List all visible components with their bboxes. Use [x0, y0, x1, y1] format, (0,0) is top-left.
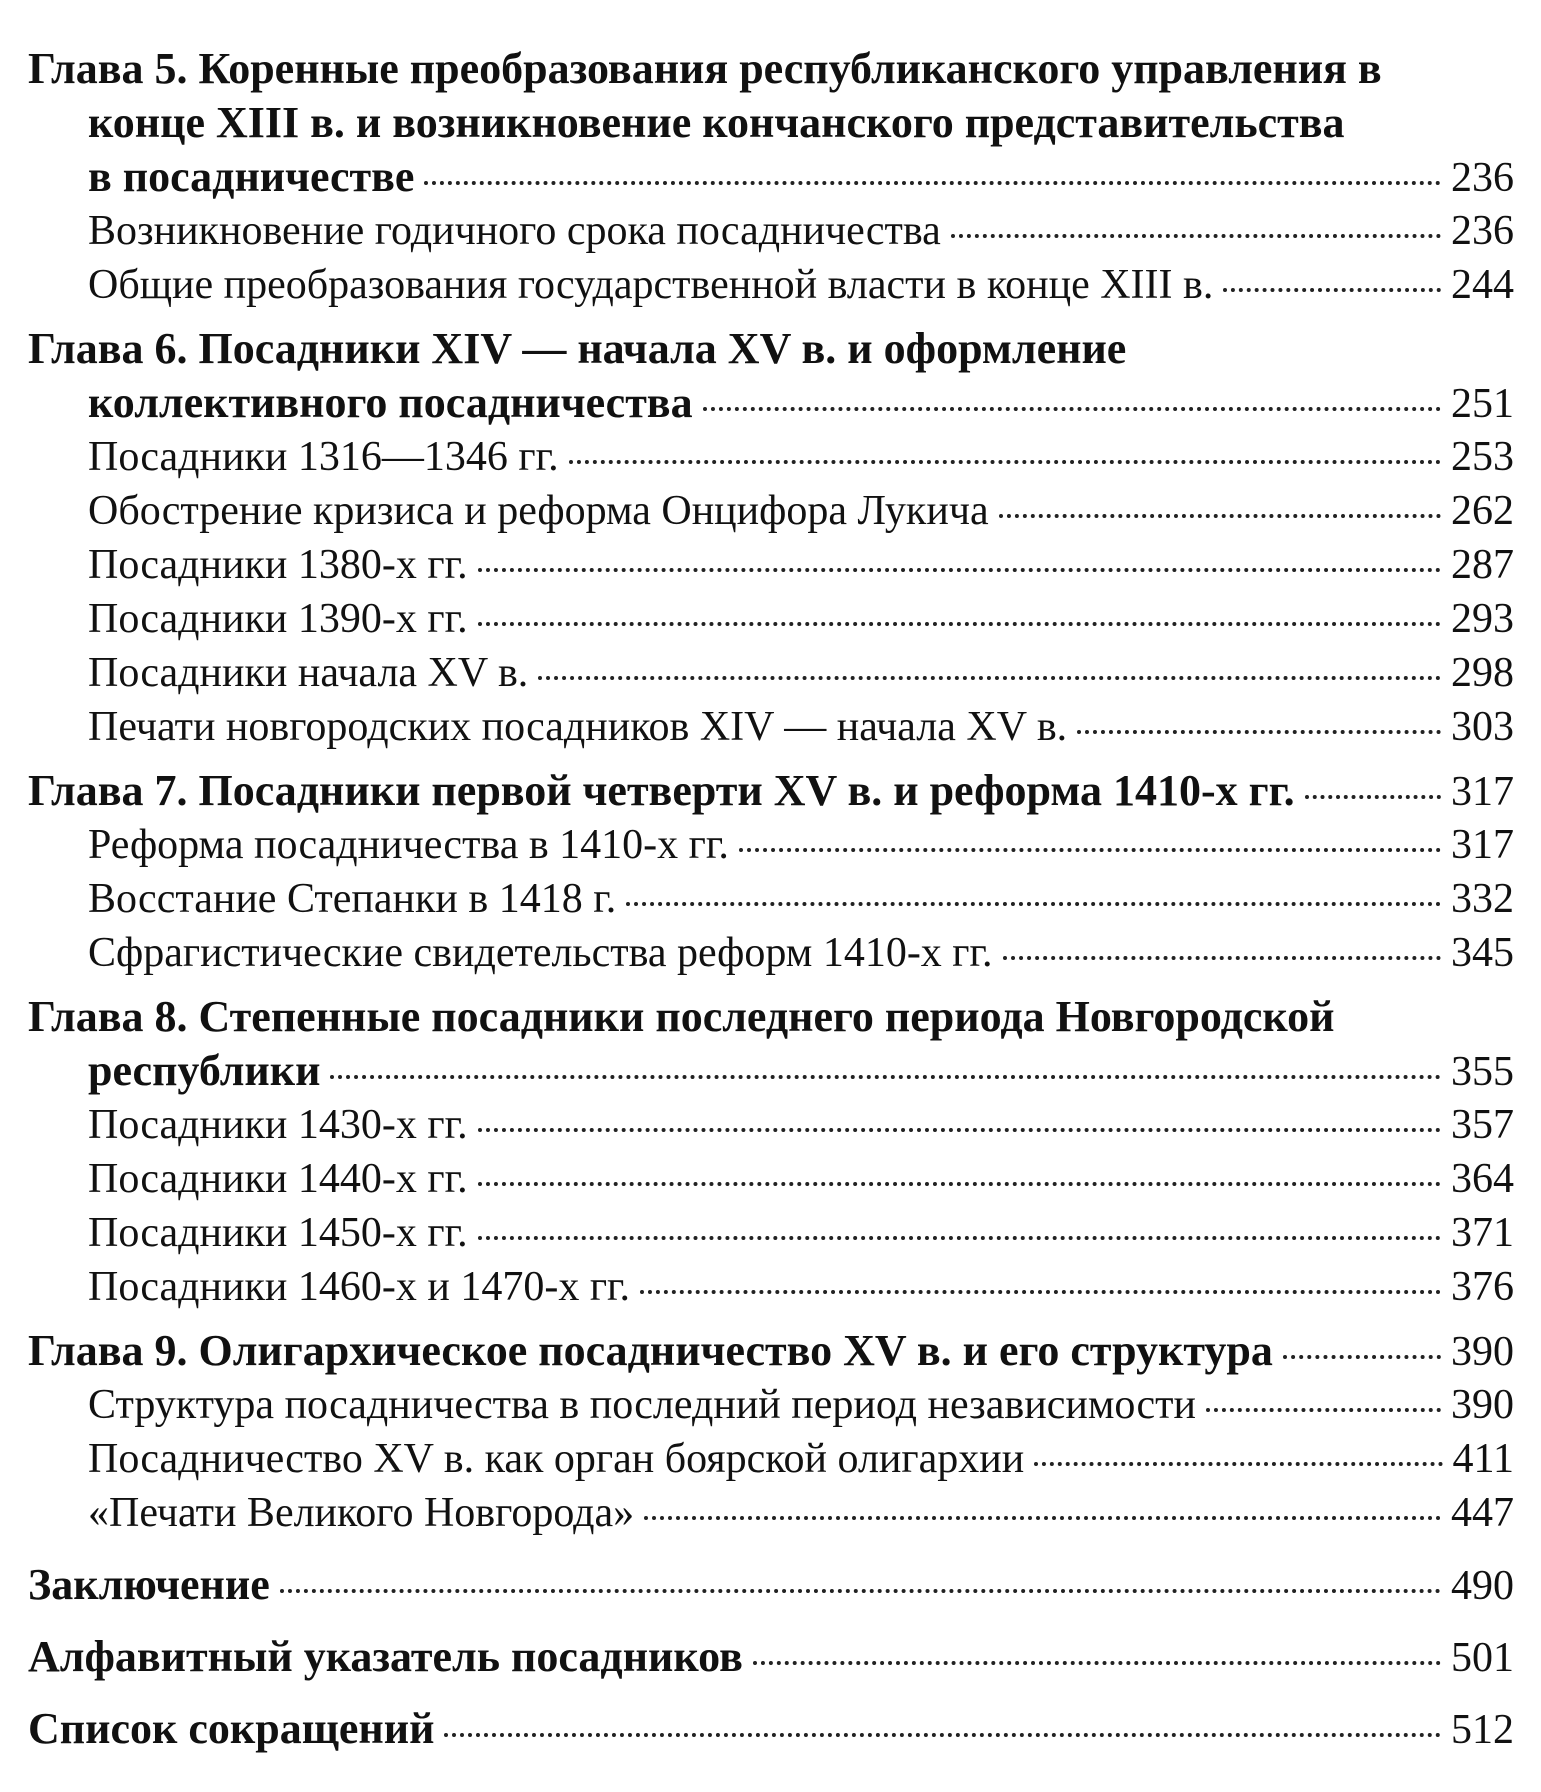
toc-section: [28, 1098, 1514, 1152]
page-number: 298: [1451, 650, 1514, 696]
page-number: 262: [1451, 488, 1514, 534]
toc-chapter: [28, 1702, 1514, 1756]
toc-section-line: [88, 1098, 1514, 1152]
dot-leader: [1206, 1408, 1441, 1412]
toc-section-title: Посадники 1316—1346 гг.: [88, 434, 559, 480]
toc-section-line: [88, 538, 1514, 592]
page-number: 512: [1451, 1707, 1514, 1753]
toc-chapter-line: [28, 990, 1514, 1044]
toc-chapter-line: [28, 322, 1514, 376]
dot-leader: [1283, 1355, 1441, 1359]
toc-section-line: [88, 1432, 1514, 1486]
dot-leader: [330, 1075, 1441, 1079]
page-number: 376: [1451, 1264, 1514, 1310]
page-number: 364: [1451, 1156, 1514, 1202]
page-number: 447: [1451, 1490, 1514, 1536]
toc-section: [28, 1152, 1514, 1206]
toc-section-title: Восстание Степанки в 1418 г.: [88, 876, 617, 922]
toc-section-title: «Печати Великого Новгорода»: [88, 1490, 635, 1536]
page-number: 371: [1451, 1210, 1514, 1256]
toc-section-line: [88, 484, 1514, 538]
page-number: 345: [1451, 930, 1514, 976]
page-number: 390: [1451, 1382, 1514, 1428]
toc-section: [28, 1486, 1514, 1540]
toc-chapter-title: в посадничестве: [88, 152, 415, 201]
toc-section-title: Посадники 1430-х гг.: [88, 1102, 468, 1148]
toc-chapter-title: коллективного посадничества: [88, 378, 693, 427]
toc-chapter: [28, 1324, 1514, 1378]
page-number: 317: [1451, 822, 1514, 868]
dot-leader: [739, 848, 1441, 852]
toc-chapter-title: Глава 8. Степенные посадники последнего периода Новгородской: [28, 992, 1335, 1041]
page-number: 357: [1451, 1102, 1514, 1148]
dot-leader: [703, 407, 1441, 411]
toc-chapter-line: [28, 1558, 1514, 1612]
page-number: 244: [1451, 262, 1514, 308]
dot-leader: [478, 1128, 1441, 1132]
page-number: 236: [1451, 155, 1514, 201]
toc-section-title: Обострение кризиса и реформа Онцифора Лукича: [88, 488, 989, 534]
toc-section-line: [88, 430, 1514, 484]
toc-section-title: Возникновение годичного срока посадничества: [88, 208, 941, 254]
toc-chapter-line: [28, 42, 1514, 96]
page-number: 236: [1451, 208, 1514, 254]
toc-section: [28, 646, 1514, 700]
toc-chapter-line: [28, 1630, 1514, 1684]
toc-section-title: Посадничество XV в. как орган боярской олигархии: [88, 1436, 1025, 1482]
dot-leader: [569, 460, 1441, 464]
toc-section-line: [88, 1486, 1514, 1540]
dot-leader: [478, 568, 1441, 572]
toc-section-title: Сфрагистические свидетельства реформ 1410-х гг.: [88, 930, 993, 976]
page-number: 411: [1452, 1436, 1514, 1482]
toc-section: [28, 1378, 1514, 1432]
toc-chapter-line: [28, 764, 1514, 818]
toc-chapter-title: Список сокращений: [28, 1704, 435, 1753]
table-of-contents: [28, 42, 1514, 1756]
toc-section-title: Посадники 1380-х гг.: [88, 542, 468, 588]
toc-section-title: Печати новгородских посадников XIV — начала XV в.: [88, 704, 1068, 750]
toc-section: [28, 430, 1514, 484]
toc-section-title: Структура посадничества в последний период независимости: [88, 1382, 1196, 1428]
toc-section: [28, 1260, 1514, 1314]
page-number: 490: [1451, 1563, 1514, 1609]
page-number: 390: [1451, 1329, 1514, 1375]
toc-chapter-title: Глава 6. Посадники XIV — начала XV в. и оформление: [28, 324, 1127, 373]
dot-leader: [1223, 288, 1441, 292]
dot-leader: [1305, 795, 1441, 799]
dot-leader: [538, 676, 1441, 680]
page-number: 303: [1451, 704, 1514, 750]
page-number: 293: [1451, 596, 1514, 642]
toc-section-line: [88, 1206, 1514, 1260]
dot-leader: [626, 902, 1441, 906]
toc-chapter-line: [28, 1044, 1514, 1098]
toc-section-title: Посадники начала XV в.: [88, 650, 529, 696]
toc-list: [28, 42, 1514, 1756]
toc-section-line: [88, 592, 1514, 646]
toc-section-line: [88, 872, 1514, 926]
dot-leader: [1034, 1462, 1442, 1466]
dot-leader: [1003, 956, 1441, 960]
dot-leader: [280, 1589, 1441, 1593]
toc-section-title: Посадники 1450-х гг.: [88, 1210, 468, 1256]
toc-section: [28, 484, 1514, 538]
dot-leader: [999, 514, 1441, 518]
toc-chapter-title: Глава 9. Олигархическое посадничество XV в. и его структура: [28, 1326, 1273, 1375]
toc-chapter-title: республики: [88, 1046, 321, 1095]
toc-section: [28, 700, 1514, 754]
toc-section-line: [88, 204, 1514, 258]
toc-section-line: [88, 646, 1514, 700]
toc-section-line: [88, 1378, 1514, 1432]
toc-chapter-line: [28, 1324, 1514, 1378]
toc-chapter-title: Заключение: [28, 1560, 270, 1609]
toc-chapter-line: [28, 150, 1514, 204]
toc-section: [28, 538, 1514, 592]
toc-chapter: [28, 1630, 1514, 1684]
toc-section-line: [88, 1260, 1514, 1314]
toc-chapter: [28, 990, 1514, 1098]
toc-section-title: Реформа посадничества в 1410-х гг.: [88, 822, 729, 868]
dot-leader: [753, 1661, 1441, 1665]
toc-chapter: [28, 322, 1514, 430]
toc-section-title: Общие преобразования государственной власти в конце XIII в.: [88, 262, 1214, 308]
toc-chapter-title: конце XIII в. и возникновение кончанского представительства: [88, 98, 1345, 147]
page-number: 253: [1451, 434, 1514, 480]
page-number: 501: [1451, 1635, 1514, 1681]
toc-section-line: [88, 818, 1514, 872]
toc-section: [28, 1206, 1514, 1260]
dot-leader: [478, 1182, 1441, 1186]
toc-section: [28, 1432, 1514, 1486]
page-number: 355: [1451, 1049, 1514, 1095]
toc-section: [28, 818, 1514, 872]
page-number: 332: [1451, 876, 1514, 922]
toc-chapter-title: Глава 5. Коренные преобразования республиканского управления в: [28, 44, 1382, 93]
toc-chapter: [28, 42, 1514, 204]
toc-chapter: [28, 1558, 1514, 1612]
toc-chapter-title: Глава 7. Посадники первой четверти XV в. и реформа 1410-х гг.: [28, 766, 1295, 815]
toc-chapter: [28, 764, 1514, 818]
toc-chapter-title: Алфавитный указатель посадников: [28, 1632, 743, 1681]
toc-section-line: [88, 258, 1514, 312]
toc-section-title: Посадники 1460-х и 1470-х гг.: [88, 1264, 631, 1310]
page-number: 287: [1451, 542, 1514, 588]
toc-section-title: Посадники 1440-х гг.: [88, 1156, 468, 1202]
dot-leader: [424, 181, 1441, 185]
toc-chapter-line: [28, 96, 1514, 150]
dot-leader: [478, 622, 1441, 626]
dot-leader: [644, 1516, 1441, 1520]
toc-section-line: [88, 700, 1514, 754]
toc-chapter-line: [28, 1702, 1514, 1756]
toc-section-line: [88, 926, 1514, 980]
toc-section: [28, 592, 1514, 646]
page-number: 317: [1451, 769, 1514, 815]
page-number: 251: [1451, 381, 1514, 427]
dot-leader: [478, 1236, 1441, 1240]
dot-leader: [640, 1290, 1441, 1294]
toc-section: [28, 204, 1514, 258]
dot-leader: [951, 234, 1441, 238]
dot-leader: [1077, 730, 1441, 734]
toc-section-title: Посадники 1390-х гг.: [88, 596, 468, 642]
toc-section-line: [88, 1152, 1514, 1206]
dot-leader: [444, 1733, 1441, 1737]
toc-section: [28, 926, 1514, 980]
toc-section: [28, 258, 1514, 312]
toc-section: [28, 872, 1514, 926]
toc-chapter-line: [28, 376, 1514, 430]
